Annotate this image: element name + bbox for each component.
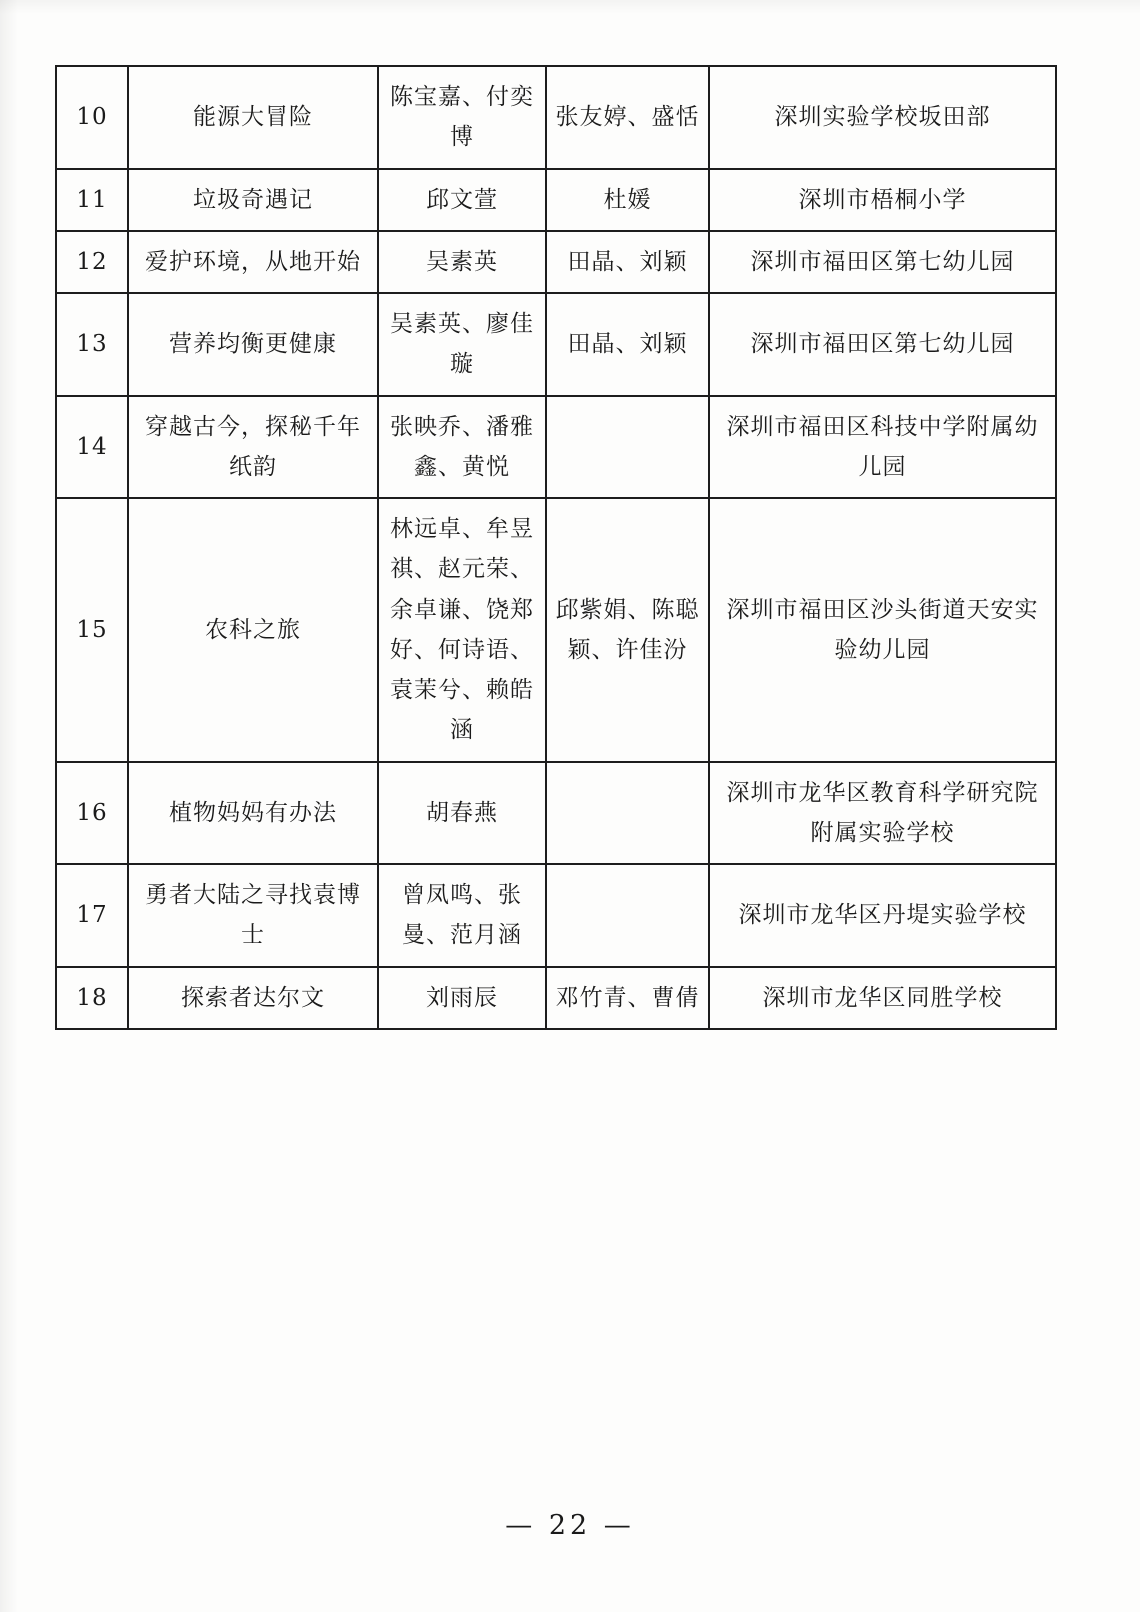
- row-number: 13: [56, 293, 128, 396]
- work-instructors: [546, 864, 709, 967]
- table-row: [56, 864, 1056, 967]
- table-row: [56, 762, 1056, 865]
- row-number: 10: [56, 66, 128, 169]
- table-row: [56, 396, 1056, 499]
- row-number: 14: [56, 396, 128, 499]
- work-authors: 曾凤鸣、张曼、范月涵: [378, 864, 546, 967]
- row-number: 12: [56, 231, 128, 293]
- work-authors: 胡春燕: [378, 762, 546, 865]
- row-number: 15: [56, 498, 128, 762]
- work-authors: 邱文萱: [378, 169, 546, 231]
- work-title: 探索者达尔文: [128, 967, 378, 1029]
- row-number: 11: [56, 169, 128, 231]
- work-instructors: [546, 762, 709, 865]
- work-instructors: [546, 396, 709, 499]
- work-school: 深圳市福田区沙头街道天安实验幼儿园: [709, 498, 1056, 762]
- work-instructors: 邓竹青、曹倩: [546, 967, 709, 1029]
- work-instructors: 田晶、刘颖: [546, 231, 709, 293]
- row-number: 16: [56, 762, 128, 865]
- work-school: 深圳市梧桐小学: [709, 169, 1056, 231]
- work-authors: 林远卓、牟昱祺、赵元荣、余卓谦、饶郑好、何诗语、袁茉兮、赖皓涵: [378, 498, 546, 762]
- work-title: 植物妈妈有办法: [128, 762, 378, 865]
- works-table-container: [55, 65, 1055, 1030]
- work-school: 深圳实验学校坂田部: [709, 66, 1056, 169]
- table-row: [56, 967, 1056, 1029]
- work-school: 深圳市龙华区丹堤实验学校: [709, 864, 1056, 967]
- page-edge-shadow-top: [0, 0, 1140, 14]
- work-title: 勇者大陆之寻找袁博士: [128, 864, 378, 967]
- work-instructors: 张友婷、盛恬: [546, 66, 709, 169]
- table-row: [56, 498, 1056, 762]
- work-school: 深圳市龙华区同胜学校: [709, 967, 1056, 1029]
- work-instructors: 杜媛: [546, 169, 709, 231]
- work-authors: 陈宝嘉、付奕博: [378, 66, 546, 169]
- work-authors: 吴素英: [378, 231, 546, 293]
- table-row: [56, 293, 1056, 396]
- row-number: 18: [56, 967, 128, 1029]
- work-school: 深圳市福田区第七幼儿园: [709, 231, 1056, 293]
- table-row: [56, 169, 1056, 231]
- page-edge-shadow-left: [0, 0, 18, 1612]
- work-title: 爱护环境，从地开始: [128, 231, 378, 293]
- work-school: 深圳市福田区第七幼儿园: [709, 293, 1056, 396]
- work-school: 深圳市福田区科技中学附属幼儿园: [709, 396, 1056, 499]
- works-table: [55, 65, 1057, 1030]
- work-authors: 张映乔、潘雅鑫、黄悦: [378, 396, 546, 499]
- work-school: 深圳市龙华区教育科学研究院附属实验学校: [709, 762, 1056, 865]
- work-title: 能源大冒险: [128, 66, 378, 169]
- work-authors: 吴素英、廖佳璇: [378, 293, 546, 396]
- work-instructors: 邱紫娟、陈聪颖、许佳汾: [546, 498, 709, 762]
- work-title: 农科之旅: [128, 498, 378, 762]
- work-authors: 刘雨辰: [378, 967, 546, 1029]
- row-number: 17: [56, 864, 128, 967]
- table-row: [56, 231, 1056, 293]
- works-table-body: [56, 66, 1056, 1029]
- work-instructors: 田晶、刘颖: [546, 293, 709, 396]
- work-title: 营养均衡更健康: [128, 293, 378, 396]
- work-title: 穿越古今，探秘千年纸韵: [128, 396, 378, 499]
- table-row: [56, 66, 1056, 169]
- work-title: 垃圾奇遇记: [128, 169, 378, 231]
- page-number: — 22 —: [505, 1510, 635, 1541]
